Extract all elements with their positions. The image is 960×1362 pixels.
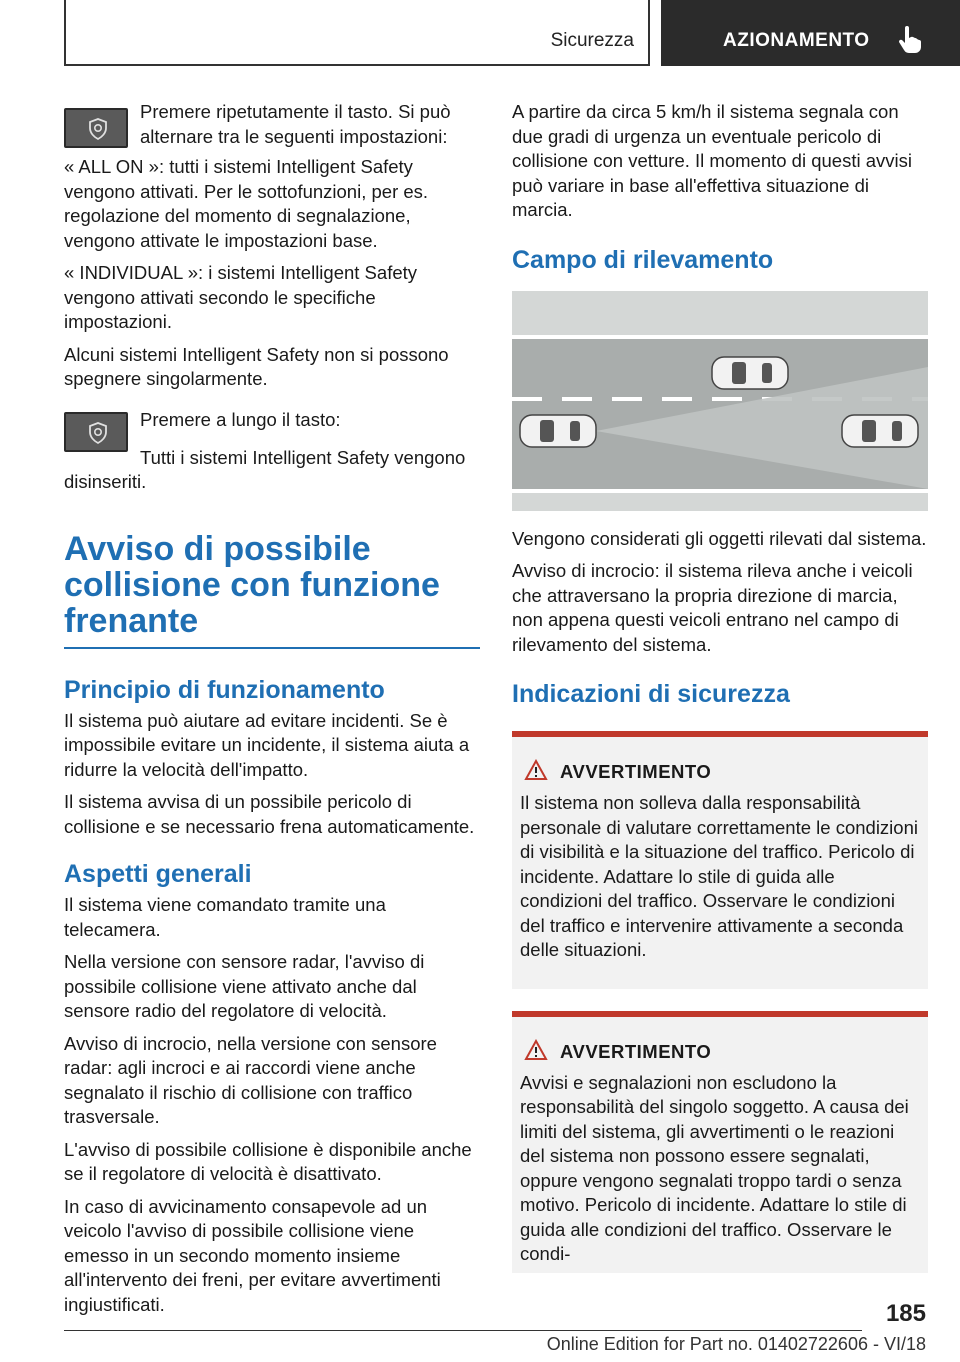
warning-title-1-text: AVVERTIMENTO	[560, 761, 712, 782]
button-instruction-1-text: Premere ripetutamente il tasto. Si può alternare tra le seguenti impostazioni:	[140, 101, 451, 147]
paragraph-aspetti-2: Nella versione con sensore radar, l'avviso di possibile collisione viene attivato anche dal sensore radio del regolatore di velocità.	[64, 951, 425, 1021]
paragraph-aspetti-4: L'avviso di possibile collisione è disponibile anche se il regolatore di velocità è disattivato.	[64, 1138, 472, 1184]
footer-divider	[64, 1330, 862, 1331]
footer-edition: Online Edition for Part no. 01402722606 - VI/18	[546, 1334, 926, 1354]
paragraph-aspetti-1: Il sistema viene comandato tramite una telecamera.	[64, 894, 386, 940]
safety-button-icon	[64, 412, 128, 452]
warning-title-1	[520, 759, 920, 785]
car-rear	[520, 415, 596, 447]
car-ahead-left-lane	[712, 357, 788, 389]
header-section-title: Sicurezza	[550, 30, 634, 51]
warning-box-2	[512, 1011, 928, 1273]
warning-triangle-icon	[524, 759, 548, 781]
button-instruction-1	[64, 100, 480, 149]
paragraph-alcuni: Alcuni sistemi Intelligent Safety non si possono spegnere singolarmente.	[64, 343, 449, 389]
header-section-box	[64, 0, 650, 66]
pointing-hand-icon	[897, 26, 923, 54]
left-column	[64, 100, 480, 1325]
paragraph-disinseriti: Tutti i sistemi Intelligent Safety vengono disinseriti.	[64, 446, 466, 492]
safety-button-icon	[64, 108, 128, 148]
heading-divider	[64, 647, 480, 649]
paragraph-aspetti-5: In caso di avvicinamento consapevole ad un veicolo l'avviso di possibile collisione viene emesso in un secondo momento insieme all'intervento dei freni, per evitare avvertimenti ingiustificati.	[64, 1195, 441, 1315]
paragraph-aspetti-3: Avviso di incrocio, nella versione con sensore radar: agli incroci e ai raccordi viene anche segnalato il rischio di collisione con traffico trasversale.	[64, 1032, 437, 1127]
paragraph-principio-2: Il sistema avvisa di un possibile pericolo di collisione e se necessario frena automaticamente.	[64, 791, 475, 837]
detection-range-illustration	[512, 291, 928, 511]
subheading-campo: Campo di rilevamento	[512, 245, 774, 274]
subheading-principio: Principio di funzionamento	[64, 675, 385, 704]
warning-text-2: Avvisi e segnalazioni non escludono la responsabilità del singolo soggetto. A causa dei limiti del sistema, gli avvertimenti o le reazioni del sistema non possono essere segnalati, oppure vengono segnalati troppo tardi o senza motivo. Pericolo di incidente. Adattare lo stile di guida alle condizioni del traffico. Osservare le condi-	[520, 1071, 909, 1264]
subheading-aspetti: Aspetti generali	[64, 860, 252, 888]
header-chapter-box	[661, 0, 960, 66]
page-number: 185	[885, 1300, 926, 1327]
paragraph-campo-2: Avviso di incrocio: il sistema rileva anche i veicoli che attraversano la propria direzione di marcia, non appena questi veicoli entrano nel campo di rilevamento del sistema.	[512, 560, 913, 655]
car-ahead-same-lane	[842, 415, 918, 447]
subheading-sicurezza: Indicazioni di sicurezza	[512, 680, 790, 708]
right-column	[512, 100, 928, 1295]
warning-box-1	[512, 731, 928, 989]
paragraph-all-on: « ALL ON »: tutti i sistemi Intelligent Safety vengono attivati. Per le sottofunzioni, per es. regolazione del momento di segnalazione, vengono attivate le impostazioni base.	[64, 156, 429, 251]
section-heading: Avviso di possibile collisione con funzione frenante	[64, 529, 440, 640]
warning-title-2-text: AVVERTIMENTO	[560, 1040, 712, 1062]
header-chapter-title: AZIONAMENTO	[723, 30, 870, 51]
paragraph-individual: « INDIVIDUAL »: i sistemi Intelligent Safety vengono attivati secondo le specifiche impostazioni.	[64, 262, 418, 332]
paragraph-campo-1: Vengono considerati gli oggetti rilevati dal sistema.	[512, 527, 927, 549]
road-diagram	[512, 291, 928, 511]
warning-triangle-icon	[524, 1039, 548, 1061]
paragraph-principio-1: Il sistema può aiutare ad evitare incidenti. Se è impossibile evitare un incidente, il sistema aiuta a ridurre la velocità dell'impatto.	[64, 709, 470, 780]
button-instruction-2-text: Premere a lungo il tasto:	[140, 408, 341, 430]
warning-text-1: Il sistema non solleva dalla responsabilità personale di valutare correttamente le condizioni di visibilità e la situazione del traffico. Pericolo di incidente. Adattare lo stile di guida alle condizioni del traffico. Osservare le condizioni del traffico e intervenire attivamente a seconda delle situazioni.	[520, 792, 918, 960]
paragraph-intro: A partire da circa 5 km/h il sistema segnala con due gradi di urgenza un eventuale pericolo di collisione con vetture. Il momento di questi avvisi può variare in base all'effettiva situazione di marcia.	[512, 101, 912, 220]
button-instruction-2	[64, 406, 480, 452]
warning-title-2	[520, 1039, 920, 1065]
